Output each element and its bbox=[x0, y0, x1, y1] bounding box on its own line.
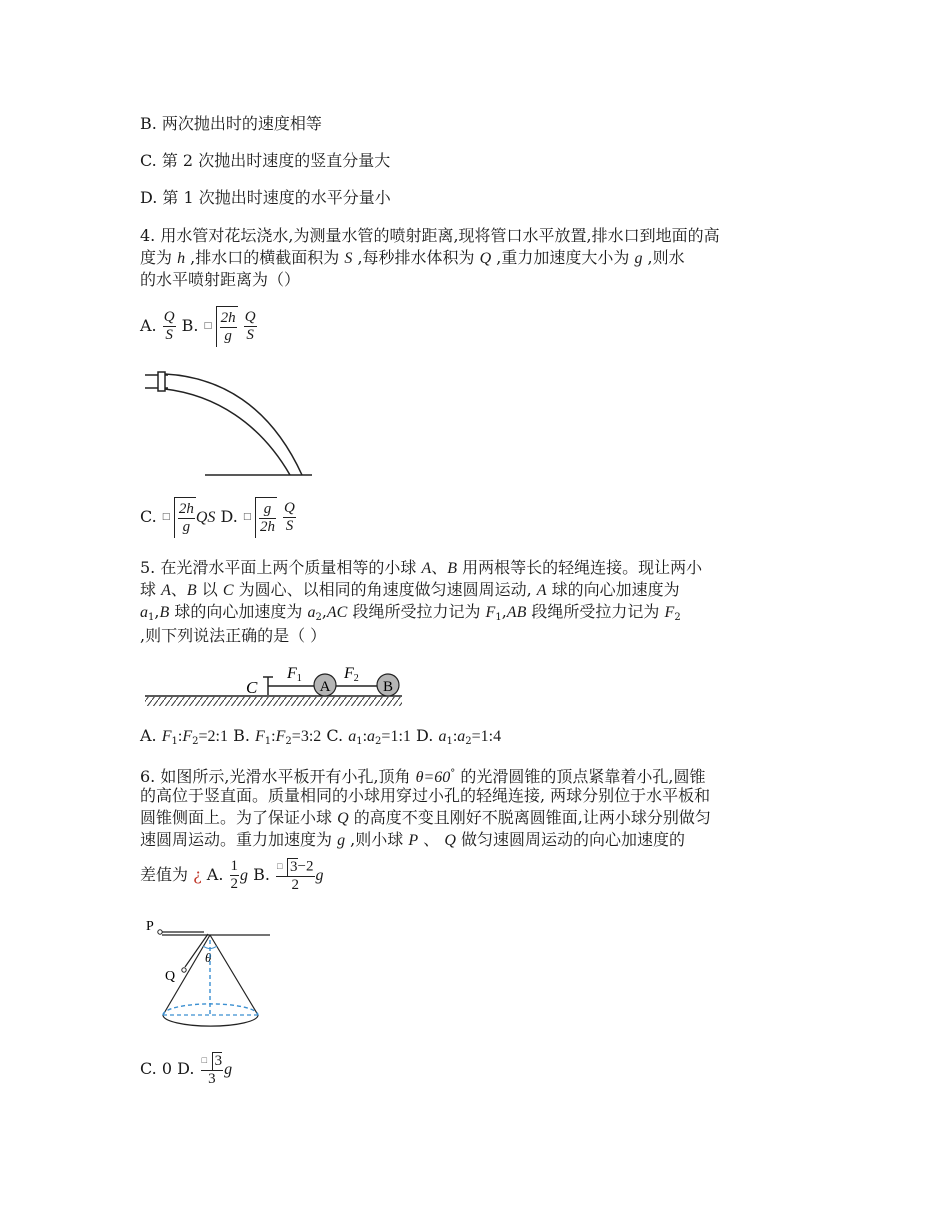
hose-nozzle bbox=[158, 372, 165, 391]
q4-stem-line1: 4. 用水管对花坛浇水,为测量水管的喷射距离,现将管口水平放置,排水口到地面的高 bbox=[140, 226, 720, 245]
q6-options-cd: C. 0 D. □ 3 3 g bbox=[140, 1052, 233, 1087]
label-c: C bbox=[246, 678, 258, 697]
q5-stem-line4: ,则下列说法正确的是（ ） bbox=[140, 626, 327, 645]
q4-option-d: D. bbox=[220, 507, 238, 526]
q6-option-a: A. bbox=[206, 865, 224, 884]
label-p: P bbox=[146, 919, 154, 934]
question-mark-glyph: ¿ bbox=[193, 865, 202, 884]
q4-hose-figure bbox=[140, 365, 320, 480]
ball-b-label: B bbox=[382, 679, 394, 695]
label-theta: θ bbox=[205, 950, 212, 965]
q4-stem-line3: 的水平喷射距离为（） bbox=[140, 270, 301, 289]
q6-option-b: B. bbox=[253, 865, 270, 884]
water-jet-lower bbox=[165, 389, 290, 475]
ball-p bbox=[158, 930, 162, 934]
q6-option-c: C. 0 bbox=[140, 1059, 173, 1078]
label-q: Q bbox=[165, 969, 176, 984]
q6-cone-figure bbox=[140, 910, 280, 1035]
label-f1: F1 bbox=[287, 665, 302, 684]
q3-option-c: C. 第 2 次抛出时速度的竖直分量大 bbox=[140, 151, 391, 170]
q5-stem-line3: $a_1,B$ 球的向心加速度为 $a_2,AC$ 段绳所受拉力记为 $F_1,AB$ 段绳所受拉力记为 $F_2$ bbox=[140, 602, 681, 623]
q4-option-a: A. bbox=[140, 316, 157, 335]
cone-right-side bbox=[210, 935, 258, 1015]
q6-stem-line3: 圆锥侧面上。为了保证小球 Q 的高度不变且刚好不脱离圆锥面,让两小球分别做匀 bbox=[140, 808, 711, 827]
q6-stem-line5: 差值为 ¿ A. $\frac{1}{2}$ g B. □ 3−2 2 g bbox=[140, 857, 324, 893]
q5-options: A. $F_1:F_2=2:1$ B. $F_1:F_2=3:2$ C. $a_1:a_2=1:1$ D. $a_1:a_2=1:4$ bbox=[140, 726, 502, 747]
q6-stem-line4: 速圆周运动。重力加速度为 g ,则小球 P 、 Q 做匀速圆周运动的向心加速度的 bbox=[140, 830, 685, 849]
sqrt-expression: □ $\frac{2h}{g}$ bbox=[204, 306, 238, 347]
q4-options-cd: C. □ $\frac{2h}{g}$ QS D. □ $\frac{g}{2h}$ $\frac{Q}{S}$ bbox=[140, 497, 297, 538]
label-f2: F2 bbox=[344, 665, 359, 684]
ball-q bbox=[182, 968, 186, 972]
ground-hatch bbox=[145, 697, 402, 706]
ball-a-label: A bbox=[319, 679, 331, 695]
q5-stem-line2: 球 A、B 以 C 为圆心、以相同的角速度做匀速圆周运动, A 球的向心加速度为 bbox=[140, 580, 680, 599]
q3-option-b: B. 两次抛出时的速度相等 bbox=[140, 114, 322, 133]
cone-base-front bbox=[163, 1015, 258, 1026]
q4-option-b: B. bbox=[181, 316, 199, 335]
q6-stem-line2: 的高位于竖直面。质量相同的小球用穿过小孔的轻绳连接, 两球分别位于水平板和 bbox=[140, 786, 711, 805]
q5-stem-line1: 5. 在光滑水平面上两个质量相等的小球 A、B 用两根等长的轻绳连接。现让两小 bbox=[140, 558, 703, 577]
q5-balls-figure bbox=[140, 660, 410, 710]
q4-options-ab: A. $\frac{Q}{S}$ B. □ $\frac{2h}{g}$ $\frac{Q}{S}$ bbox=[140, 306, 258, 347]
q6-stem-line1: 6. 如图所示,光滑水平板开有小孔,顶角 θ=60° 的光滑圆锥的顶点紧靠着小孔,圆锥 bbox=[140, 767, 706, 786]
q4-option-c: C. bbox=[140, 507, 157, 526]
q3-option-d: D. 第 1 次抛出时速度的水平分量小 bbox=[140, 188, 391, 207]
q4-stem-line2: 度为 h ,排水口的横截面积为 S ,每秒排水体积为 Q ,重力加速度大小为 g ,则水 bbox=[140, 248, 685, 267]
water-jet-upper bbox=[165, 374, 302, 475]
q6-option-d: D. bbox=[177, 1059, 195, 1078]
